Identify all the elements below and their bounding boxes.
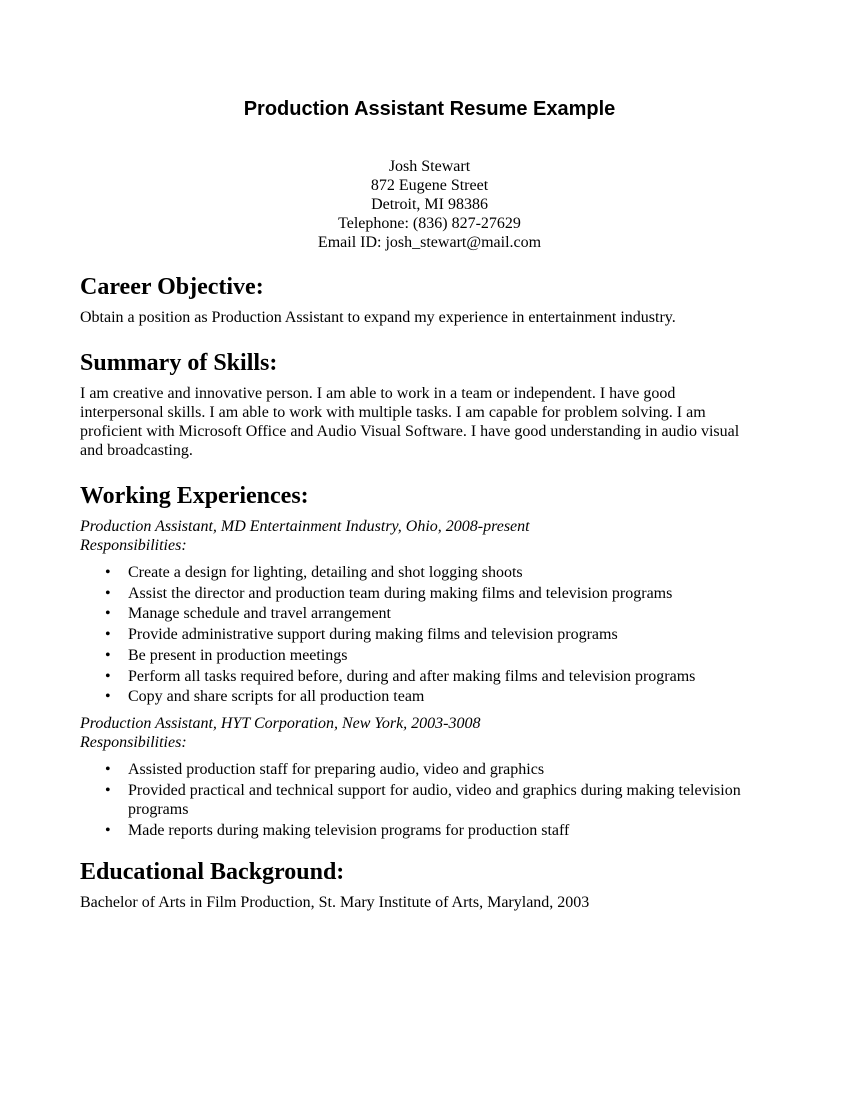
list-item	[80, 563, 779, 584]
duty-text: Assist the director and production team during making films and television programs	[128, 584, 673, 602]
job-entry	[80, 714, 779, 841]
duties-list	[80, 760, 779, 841]
contact-street: 872 Eugene Street	[370, 177, 489, 194]
career-objective-text: Obtain a position as Production Assistant to expand my experience in entertainment industry.	[80, 309, 676, 326]
list-item	[80, 604, 779, 625]
duty-text: Perform all tasks required before, during and after making films and television programs	[128, 667, 696, 685]
duty-text: Provide administrative support during making films and television programs	[128, 626, 618, 644]
job-entry	[80, 517, 779, 708]
contact-telephone: Telephone: (836) 827-27629	[338, 215, 521, 232]
duties-list	[80, 563, 779, 708]
bullet-icon: •	[105, 605, 111, 623]
skills-text	[80, 384, 779, 460]
skills-heading: Summary of Skills:	[80, 350, 278, 376]
list-item	[80, 584, 779, 605]
bullet-icon: •	[105, 688, 111, 706]
list-item	[80, 646, 779, 667]
document-title: Production Assistant Resume Example	[243, 98, 616, 120]
bullet-icon: •	[105, 781, 111, 799]
responsibilities-label: Responsibilities:	[80, 733, 187, 751]
list-item	[80, 781, 779, 820]
career-objective-section	[80, 272, 779, 327]
experience-section	[80, 481, 779, 841]
bullet-icon: •	[105, 667, 111, 685]
duty-text: Create a design for lighting, detailing and shot logging shoots	[128, 564, 523, 581]
education-section	[80, 857, 779, 912]
list-item	[80, 625, 779, 646]
skills-section	[80, 348, 779, 460]
job-title: Production Assistant, MD Entertainment Industry, Ohio, 2008-present	[80, 518, 530, 535]
bullet-icon: •	[105, 822, 111, 840]
contact-name: Josh Stewart	[388, 158, 471, 175]
skills-line: and broadcasting.	[80, 442, 193, 459]
duty-text: Provided practical and technical support for audio, video and graphics during making television programs	[128, 781, 741, 819]
duty-text: Assisted production staff for preparing audio, video and graphics	[128, 760, 545, 778]
career-objective-heading: Career Objective:	[80, 274, 264, 300]
list-item	[80, 667, 779, 688]
education-text: Bachelor of Arts in Film Production, St. Mary Institute of Arts, Maryland, 2003	[80, 893, 590, 911]
contact-city: Detroit, MI 98386	[371, 196, 488, 213]
bullet-icon: •	[105, 584, 111, 602]
skills-line: I am creative and innovative person. I am able to work in a team or independent. I have good	[80, 385, 676, 402]
skills-line: interpersonal skills. I am able to work with multiple tasks. I am capable for problem solving. I am	[80, 404, 706, 421]
experience-heading: Working Experiences:	[80, 483, 309, 509]
list-item	[80, 760, 779, 780]
duty-text: Made reports during making television programs for production staff	[128, 822, 570, 840]
responsibilities-label: Responsibilities:	[80, 537, 187, 554]
education-heading: Educational Background:	[80, 858, 345, 885]
section-spacer	[80, 847, 779, 857]
list-item	[80, 687, 779, 708]
skills-line: proficient with Microsoft Office and Audio Visual Software. I have good understanding in audio visual	[80, 423, 740, 440]
bullet-icon: •	[105, 564, 111, 581]
duty-text: Manage schedule and travel arrangement	[128, 605, 391, 623]
duty-text: Be present in production meetings	[128, 646, 348, 664]
contact-email: Email ID: josh_stewart@mail.com	[317, 234, 542, 251]
job-title: Production Assistant, HYT Corporation, New York, 2003-3008	[80, 714, 481, 732]
bullet-icon: •	[105, 760, 111, 778]
list-item	[80, 821, 779, 841]
bullet-icon: •	[105, 646, 111, 664]
bullet-icon: •	[105, 626, 111, 644]
contact-block	[80, 157, 779, 252]
duty-text: Copy and share scripts for all production team	[128, 688, 425, 706]
